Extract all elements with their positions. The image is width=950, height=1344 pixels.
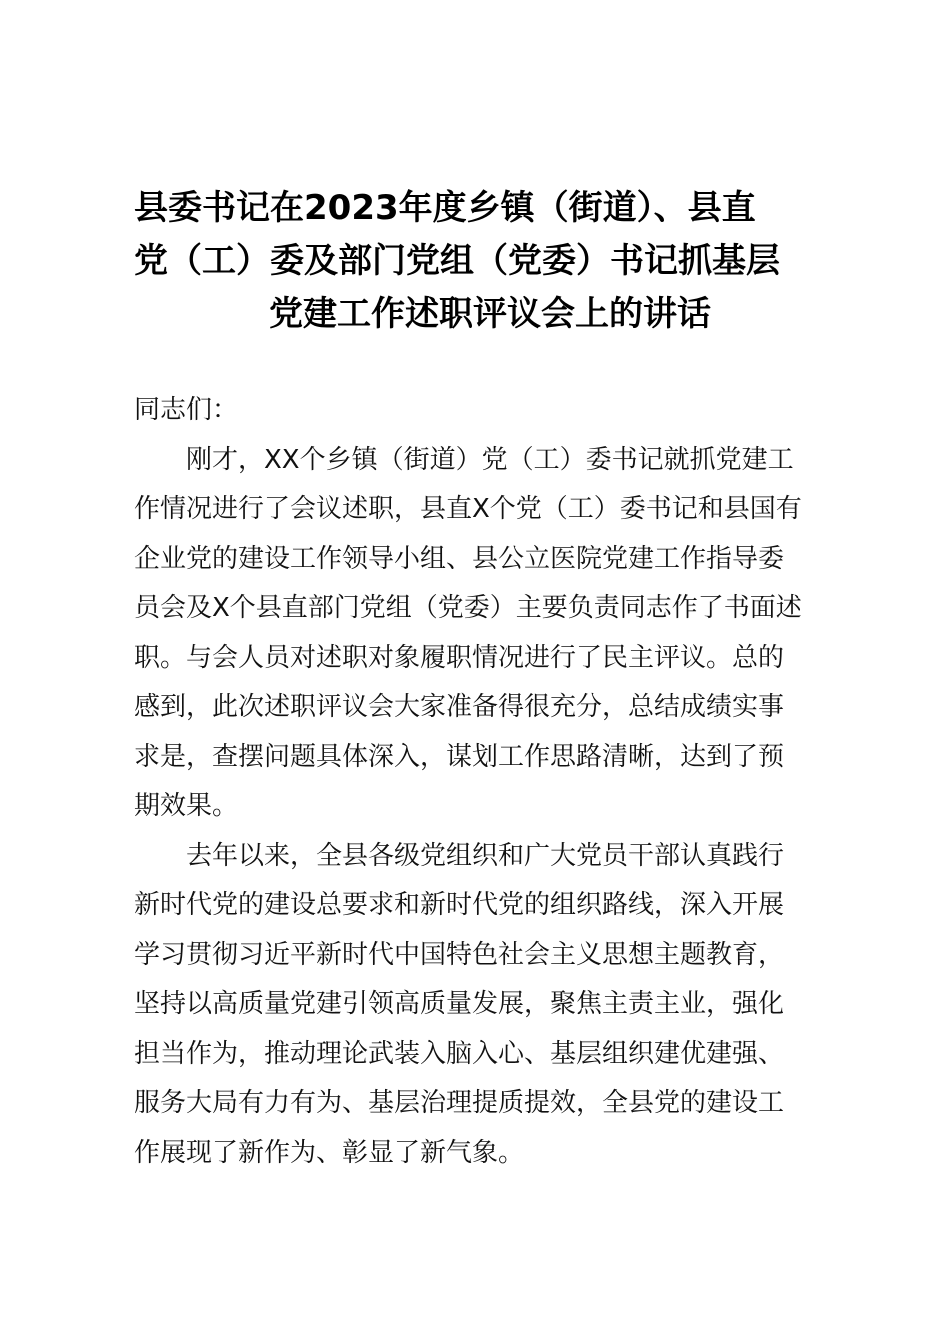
paragraph-line: 期效果。: [134, 791, 239, 821]
paragraph-2: [134, 832, 854, 1179]
paragraph-line: 作情况进行了会议述职，县直X个党（工）委书记和县国有: [134, 494, 802, 524]
document-title: [134, 182, 854, 341]
paragraph-line: 作展现了新作为、彰显了新气象。: [134, 1137, 525, 1168]
paragraph-1: [134, 436, 854, 832]
paragraph-line: 去年以来，全县各级党组织和广大党员干部认真践行: [186, 840, 785, 871]
paragraph-line: 求是，查摆问题具体深入，谋划工作思路清晰，达到了预: [134, 741, 785, 772]
document-body: [134, 386, 854, 1178]
title-line: 县委书记在2023年度乡镇（街道）、县直: [134, 188, 756, 228]
salutation: 同志们：: [134, 395, 239, 425]
paragraph-line: 学习贯彻习近平新时代中国特色社会主义思想主题教育，: [134, 939, 785, 970]
paragraph-line: 感到，此次述职评议会大家准备得很充分，总结成绩实事: [134, 692, 785, 722]
paragraph-line: 坚持以高质量党建引领高质量发展，聚焦主责主业，强化: [134, 989, 785, 1019]
paragraph-line: 员会及X个县直部门党组（党委）主要负责同志作了书面述: [134, 593, 802, 623]
paragraph-line: 新时代党的建设总要求和新时代党的组织路线，深入开展: [134, 890, 785, 920]
paragraph-line: 服务大局有力有为、基层治理提质提效，全县党的建设工: [134, 1088, 785, 1118]
paragraph-line: 刚才，XX个乡镇（街道）党（工）委书记就抓党建工: [186, 444, 794, 475]
title-line: 党建工作述职评议会上的讲话: [269, 294, 711, 334]
paragraph-line: 担当作为，推动理论武装入脑入心、基层组织建优建强、: [134, 1038, 785, 1069]
title-line: 党（工）委及部门党组（党委）书记抓基层: [134, 241, 780, 281]
paragraph-line: 职。与会人员对述职对象履职情况进行了民主评议。总的: [134, 642, 785, 673]
paragraph-line: 企业党的建设工作领导小组、县公立医院党建工作指导委: [134, 543, 785, 574]
